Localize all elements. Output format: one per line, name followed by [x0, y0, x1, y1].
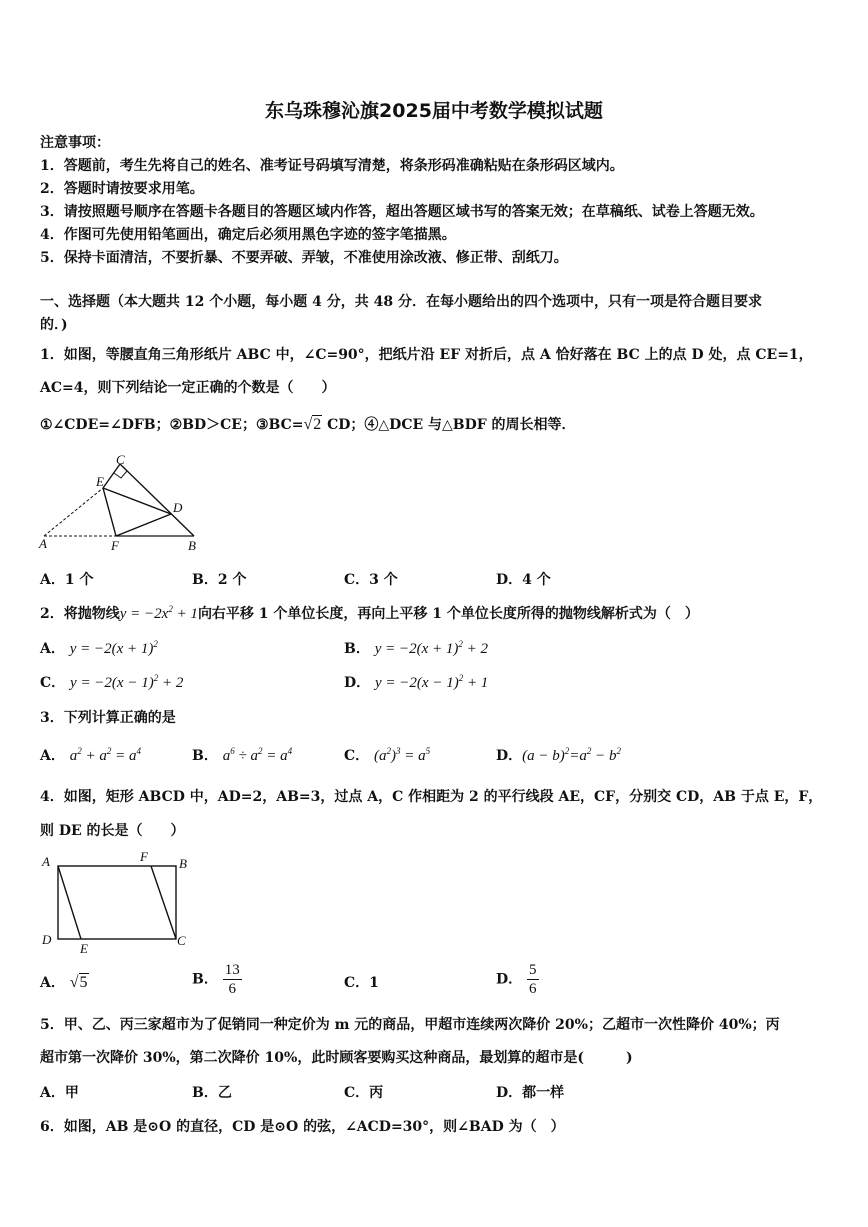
- fraction-denominator: 6: [228, 981, 236, 997]
- fraction-numerator: 13: [224, 962, 240, 978]
- q1-option-d: D．4 个: [496, 572, 551, 588]
- q3-stem: 3．下列计算正确的是: [40, 710, 176, 726]
- figure-label: F: [140, 849, 148, 864]
- q4-option-b: [192, 961, 242, 998]
- q2-option-b: [344, 638, 488, 658]
- q1-option-c: C．3 个: [344, 572, 398, 588]
- option-formula: $y = -2(x - 1)^2 + 2$: [70, 673, 184, 691]
- q5-option-b: B．乙: [192, 1085, 232, 1101]
- formula-part: y = −2(x − 1): [70, 675, 154, 691]
- option-formula: $a^2 + a^2 = a^4$: [69, 746, 141, 764]
- fraction-denominator: 6: [529, 981, 537, 997]
- figure-label: C: [116, 452, 125, 467]
- figure-label: F: [111, 538, 119, 552]
- sqrt-radicand: 2: [313, 416, 322, 433]
- option-formula: $(a - b)^2=a^2 - b^2$: [522, 746, 622, 764]
- option-label: D．: [496, 971, 523, 988]
- page-title: 东乌珠穆沁旗2025届中考数学模拟试题: [265, 100, 603, 122]
- option-label: A．: [40, 975, 65, 991]
- q1-statements: [40, 414, 576, 434]
- figure-label: B: [188, 538, 196, 552]
- formula-part: + 1: [463, 675, 489, 691]
- q3-option-a: [40, 745, 141, 765]
- option-label: A．: [40, 641, 65, 657]
- sqrt-expression: √5: [69, 974, 88, 991]
- q6-stem: 6．如图，AB 是⊙O 的直径，CD 是⊙O 的弦，∠ACD=30°，则∠BAD 为（ ）: [40, 1119, 565, 1135]
- q5-option-c: C．丙: [344, 1085, 384, 1101]
- q3-option-d: [496, 745, 621, 765]
- figure-label: D: [42, 932, 52, 947]
- option-label: B．: [344, 641, 370, 657]
- formula-part: y = −2(x + 1): [374, 641, 459, 657]
- notice-item: 4．作图可先使用铅笔画出，确定后必须用黑色字迹的签字笔描黑。: [40, 227, 456, 243]
- q4-stem: 4．如图，矩形 ABCD 中，AD=2，AB=3，过点 A，C 作相距为 2 的平行线段 AE，CF，分别交 CD，AB 于点 E，F，: [40, 789, 823, 805]
- formula-part: + 2: [158, 675, 184, 691]
- figure-label: B: [179, 856, 187, 871]
- q2-stem: [40, 603, 699, 623]
- notice-item: 5．保持卡面清洁，不要折暴、不要弄破、弄皱，不准使用涂改液、修正带、刮纸刀。: [40, 250, 568, 266]
- q4-stem-cont: 则 DE 的长是（ ）: [40, 823, 185, 839]
- notice-heading: 注意事项：: [40, 135, 110, 151]
- q5-stem: 5．甲、乙、丙三家超市为了促销同一种定价为 m 元的商品，甲超市连续两次降价 20%；乙超市一次性降价 40%；丙: [40, 1017, 780, 1033]
- q2-option-a: [40, 638, 158, 658]
- notice-item: 1．答题前，考生先将自己的姓名、准考证号码填写清楚，将条形码准确粘贴在条形码区域内。: [40, 158, 624, 174]
- q4-option-d: [496, 961, 539, 998]
- figure-label: E: [80, 941, 88, 956]
- option-formula: $y = -2(x + 1)^2 + 2$: [374, 639, 489, 657]
- q3-option-b: [192, 745, 292, 765]
- formula-part: + 2: [462, 641, 489, 657]
- notice-item: 3．请按照题号顺序在答题卡各题目的答题区域内作答，超出答题区域书写的答案无效；在草稿纸、试卷上答题无效。: [40, 204, 764, 220]
- option-label: D．: [344, 675, 371, 691]
- q1-statements-part1: ①∠CDE=∠DFB；②BD＞CE；③BC=: [40, 417, 304, 433]
- figure-label: A: [42, 854, 50, 869]
- figure-label: A: [39, 536, 47, 551]
- fraction: [223, 961, 242, 998]
- option-label: A．: [40, 748, 65, 764]
- formula-part: y = −2(x + 1): [69, 641, 154, 657]
- q1-option-a: A．1 个: [40, 572, 94, 588]
- option-formula: $y = -2(x + 1)^2$: [69, 639, 158, 657]
- sqrt-expression: √2: [303, 416, 322, 433]
- option-formula: $a^6 \div a^2 = a^4$: [222, 746, 293, 764]
- q1-stem-cont: AC=4，则下列结论一定正确的个数是（ ）: [40, 380, 336, 396]
- q3-option-c: [344, 745, 430, 765]
- option-label: C．: [344, 748, 370, 764]
- q2-stem-text: 2．将抛物线: [40, 606, 120, 622]
- q1-option-b: B．2 个: [192, 572, 247, 588]
- section-heading: 一、选择题（本大题共 12 个小题，每小题 4 分，共 48 分．在每小题给出的四个选项中，只有一项是符合题目要求: [40, 294, 762, 310]
- q2-option-d: [344, 672, 488, 692]
- q1-triangle-figure: [36, 452, 206, 552]
- figure-label: D: [173, 500, 183, 515]
- figure-label: C: [177, 933, 186, 948]
- q1-statements-part2: CD；④△DCE 与△BDF 的周长相等．: [322, 417, 576, 433]
- option-label: C．: [40, 675, 66, 691]
- formula-part: + 1: [172, 606, 198, 622]
- option-label: B．: [192, 748, 218, 764]
- q5-stem-cont: 超市第一次降价 30%，第二次降价 10%，此时顾客要购买这种商品，最划算的超市是( ): [40, 1050, 633, 1066]
- q4-option-a: [40, 972, 89, 992]
- option-label: B．: [192, 971, 218, 988]
- formula-part: y = −2x: [119, 606, 169, 622]
- q2-option-c: [40, 672, 183, 692]
- option-label: D．: [496, 748, 523, 764]
- option-formula: $y = -2(x - 1)^2 + 1$: [375, 673, 489, 691]
- q2-stem-formula: $y = -2x^2 + 1$: [119, 604, 198, 622]
- q4-rectangle-figure: [36, 848, 196, 958]
- sqrt-radicand: 5: [79, 974, 88, 991]
- option-formula: $(a^2)^3 = a^5$: [374, 746, 431, 764]
- section-heading-cont: 的．): [40, 317, 68, 333]
- fraction: [527, 961, 539, 998]
- q5-option-d: D．都一样: [496, 1085, 565, 1101]
- q1-stem: 1．如图，等腰直角三角形纸片 ABC 中，∠C=90°，把纸片沿 EF 对折后，点 A 恰好落在 BC 上的点 D 处，点 CE=1，: [40, 347, 813, 363]
- figure-label: E: [96, 474, 104, 489]
- q4-option-c: C．1: [344, 975, 379, 991]
- notice-item: 2．答题时请按要求用笔。: [40, 181, 204, 197]
- q5-option-a: A．甲: [40, 1085, 79, 1101]
- fraction-numerator: 5: [529, 962, 537, 978]
- formula-part: y = −2(x − 1): [375, 675, 459, 691]
- q2-stem-text: 向右平移 1 个单位长度，再向上平移 1 个单位长度所得的抛物线解析式为（ ）: [197, 606, 699, 622]
